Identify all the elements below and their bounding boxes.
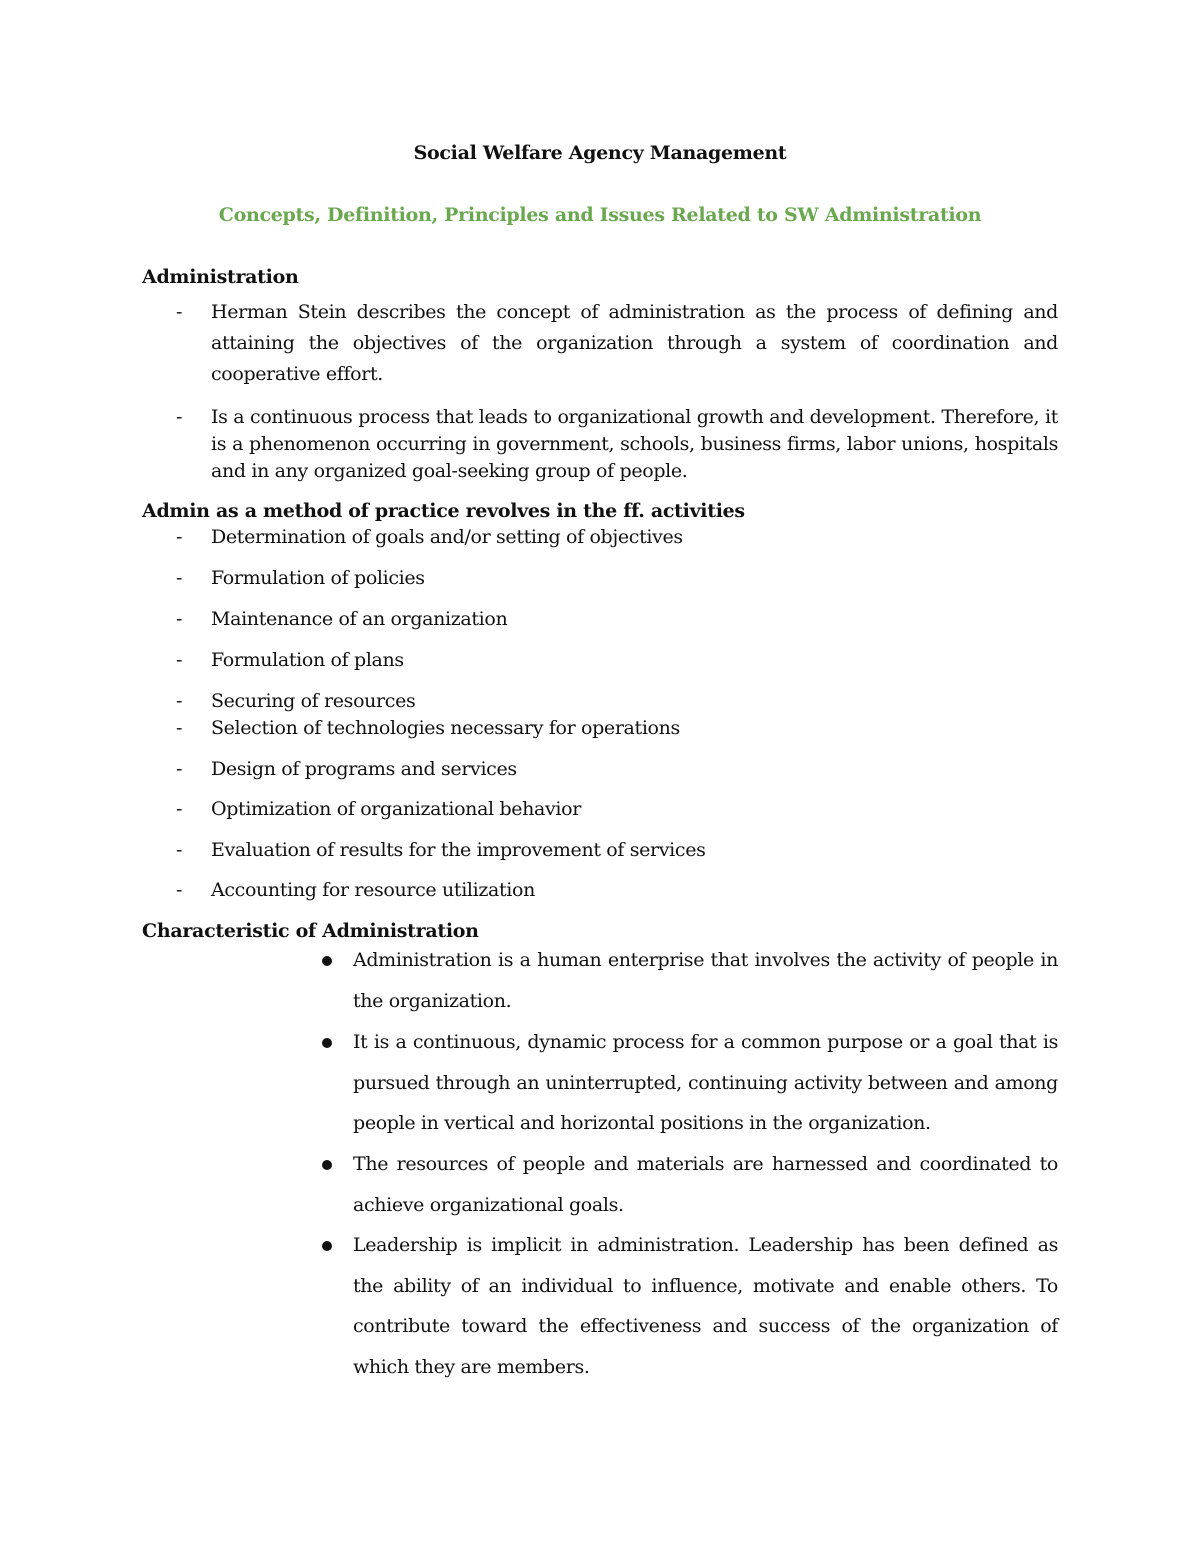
list-item-text: Optimization of organizational behavior [211,798,581,820]
list-item-text: Evaluation of results for the improvement of services [211,839,706,861]
list-item [176,649,1058,671]
list-item [176,608,1058,630]
document-subtitle: Concepts, Definition, Principles and Issues Related to SW Administration [218,204,982,226]
dash-marker: - [176,717,183,739]
list-item-text: Securing of resources [211,690,416,712]
section-heading-characteristic: Characteristic of Administration [142,920,479,942]
dash-marker: - [176,879,183,901]
list-item [176,798,1058,820]
bullet-marker [322,1038,332,1048]
list-item-text: Determination of goals and/or setting of objectives [211,526,683,548]
bullet-item-text: Leadership is implicit in administration. Leadership has been defined as the ability of an individual to influence, motivate and enable others. To contribute toward the effectiveness and success of the organization of which they are members. [353,1234,1058,1378]
dash-marker: - [176,758,183,780]
dash-marker: - [176,798,183,820]
dash-marker: - [176,690,183,712]
bullet-marker [322,1160,332,1170]
list-item [176,839,1058,861]
bullet-item-text: Administration is a human enterprise that involves the activity of people in the organization. [353,949,1058,1012]
bullet-item-text: The resources of people and materials are harnessed and coordinated to achieve organizational goals. [353,1153,1058,1216]
dash-marker: - [176,608,183,630]
bullet-item [318,1144,1058,1225]
list-item [176,526,1058,548]
dash-marker: - [176,839,183,861]
list-item-text: Accounting for resource utilization [211,879,535,901]
dash-marker: - [176,649,183,671]
dash-marker: - [176,301,183,323]
list-item-text: Design of programs and services [211,758,517,780]
bullet-marker [322,1241,332,1251]
section-heading-administration: Administration [142,266,299,288]
list-item-text: Selection of technologies necessary for operations [211,717,680,739]
list-item-text: Maintenance of an organization [211,608,508,630]
list-item [176,879,1058,901]
bullet-item [318,1022,1058,1144]
bullet-marker [322,956,332,966]
list-item [176,717,1058,739]
list-item-text: Herman Stein describes the concept of administration as the process of defining and attaining the objectives of the organization through a system of coordination and cooperative effort. [211,301,1058,385]
list-item-text: Formulation of policies [211,567,425,589]
list-item [176,690,1058,712]
list-item-text: Is a continuous process that leads to organizational growth and development. Therefore, it is a phenomenon occurring in government, schools, business firms, labor unions, hospitals and in any organized goal-seeking group of people. [211,406,1058,482]
list-item [176,297,1058,390]
list-item [176,758,1058,780]
dash-marker: - [176,526,183,548]
dash-marker: - [176,406,183,428]
list-item [176,567,1058,589]
section-heading-method: Admin as a method of practice revolves in the ff. activities [142,500,745,522]
list-item-text: Formulation of plans [211,649,404,671]
bullet-item [318,940,1058,1021]
document-title: Social Welfare Agency Management [413,142,787,164]
dash-marker: - [176,567,183,589]
list-item [176,404,1058,485]
bullet-item [318,1225,1058,1387]
bullet-item-text: It is a continuous, dynamic process for a common purpose or a goal that is pursued through an uninterrupted, continuing activity between and among people in vertical and horizontal positions in the organization. [353,1031,1058,1135]
